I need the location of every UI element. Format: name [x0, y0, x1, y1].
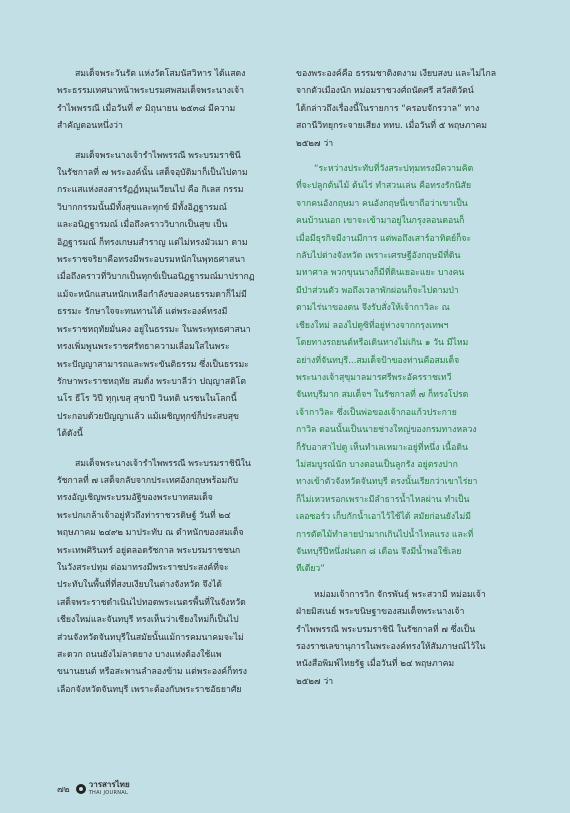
magazine-logo-subtext: THAI JOURNAL: [88, 790, 129, 796]
text-line: พระราชหฤทัยมั่นคง อยู่ในธรรมะ ในพระพุทธศาสนา: [57, 324, 251, 335]
text-line: รักษาพระราชหฤทัย สมดั่ง พระบาลีว่า ปญฺญาสติโต: [57, 376, 247, 387]
left-paragraph-2: [57, 148, 283, 444]
text-line: ตามไร่นาของตน จึงรับสั่งให้เจ้ากาวิละ ณ: [296, 303, 450, 314]
text-line: หม่อมเจ้าการวิก จักรพันธุ์ พระสวามี หม่อมเจ้า: [314, 589, 486, 600]
text-line: “ระหว่างประทับที่วังสระปทุมทรงมีความคิด: [314, 164, 474, 175]
right-paragraph-2: [296, 587, 522, 691]
right-column: [296, 66, 522, 691]
text-line: กระแสแห่งสงสารรัฏฏ์หมุนเวียนไป คือ กิเลส กรรม: [57, 185, 244, 196]
text-line: มหาศาล พวกขุนนางก็มีที่ดินเยอะแยะ บางคน: [296, 268, 465, 279]
text-line: นโร ธีโร วิปี ทุกฺเขสุ สุขาปี วินทติ นรชนในโลกนี้: [57, 394, 237, 405]
text-line: คนบ้านนอก เขาจะเข้ามาอยู่ในกรุงลอนดอนก็: [296, 216, 465, 227]
text-line: ที่จะปลูกต้นไม้ ต้นไร่ ทำสวนเล่น คือทรงรักนิสัย: [296, 181, 472, 192]
text-line: และอนิฏฐารมณ์ เมื่อถึงคราววิบากเป็นสุข เป็น: [57, 220, 228, 231]
text-line: รองราชเลขานุการในพระองค์ทรงให้สัมภาษณ์ไว้ใน: [296, 642, 486, 652]
left-paragraph-3: [57, 456, 283, 700]
page-footer: [57, 781, 130, 797]
text-line: หนังสือพิมพ์ไทยรัฐ เมื่อวันที่ ๒๔ พฤษภาคม: [296, 659, 455, 670]
text-line: ได้ดังนี้: [57, 429, 83, 440]
text-line: ทางเข้าตัวจังหวัดจันทบุรี ตรงนั้นเรียกว่าเขาไร่ยา: [296, 477, 478, 488]
magazine-logo-icon: [76, 784, 86, 794]
left-column: [57, 66, 283, 699]
text-line: พระปัญญาสามารถและพระขันติธรรม ซึ่งเป็นธรรมะ: [57, 359, 249, 370]
text-line: เชียงใหม่ ลองไปดูซิที่อยู่ห่างจากกรุงเทพฯ: [296, 320, 449, 331]
text-line: กลับไปต่างจังหวัด เพราะเศรษฐีอังกฤษมีที่ดิน: [296, 251, 461, 262]
text-line: พระปกเกล้าเจ้าอยู่หัวถึงท่าราชวรดิษฐ์ วันที่ ๒๔: [57, 510, 231, 521]
left-paragraph-1: [57, 66, 283, 136]
text-line: ทรงเพิ่มพูนพระราชศรัทธาความเลื่อมใสในพระ: [57, 342, 230, 353]
page-number: ๗๒: [57, 785, 70, 795]
text-line: ก็ไม่เหวหรอกเพราะมีลำธารน้ำไหลผ่าน ทำเป็น: [296, 494, 470, 505]
text-line: ในรัชกาลที่ ๗ พระองค์นั้น เสด็จอุบัติมาก็เป็นไปตาม: [57, 168, 248, 179]
text-line: เสด็จพระราชดำเนินไปทอดพระเนตรพื้นที่ในจังหวัด: [57, 597, 246, 608]
text-line: การตัดไม้ทำลายป่ามากเกินไปน้ำไหลแรง และที่: [296, 529, 474, 540]
text-line: ขนานยนต์ หรือสะพานลำลองข้าม แต่พระองค์ก็ทรง: [57, 667, 248, 678]
text-line: เมื่อถึงคราวที่วิบากเป็นทุกข์เป็นอนิฏฐารมณ์มาปรากฏ: [57, 272, 255, 283]
text-line: โดยทางรถยนต์หรือเดินทางไม่เกิน ๑ วัน มีไหม: [296, 338, 469, 349]
magazine-logo-text: วารสารไทย: [88, 780, 130, 789]
text-line: สมเด็จพระวันรัต แห่งวัดโสมนัสวิหาร ได้แสดง: [75, 69, 246, 79]
text-line: จากคนอังกฤษมา คนอังกฤษนี่เขาถือว่าเขาเป็น: [296, 198, 468, 209]
quoted-passage: [296, 161, 522, 579]
text-line: ๒๕๒๗ ว่า: [296, 138, 334, 149]
text-line: ส่วนจังหวัดจันทบุรีในสมัยนั้นแม้การคมนาคมจะไม่: [57, 632, 244, 643]
text-line: อิฏฐารมณ์ ก็ทรงเกษมสำราญ แต่ไม่ทรงมัวเมา ตาม: [57, 237, 248, 248]
text-line: สะดวก ถนนยังไม่ลาดยาง บางแห่งต้องใช้แพ: [57, 650, 222, 660]
text-line: มีป่าส่วนตัว พอถึงเวลาพักผ่อนก็จะไปตามป่า: [296, 285, 459, 296]
text-line: เมื่อมีธุรกิจมีงานมีการ แต่พอถึงเสาร์อาทิตย์ก็จะ: [296, 233, 472, 244]
text-line: จันทบุรีมาก สมเด็จฯ ในรัชกาลที่ ๗ ก็ทรงโปรด: [296, 390, 469, 401]
text-line: แม้จะหนักแสนหนักเหลือกำลังของคนธรรมดาก็ไม่มี: [57, 289, 247, 300]
text-line: พระราชจริยาคือทรงมีพระอบรมหนักในพุทธศาสนา: [57, 255, 246, 266]
text-line: ในวังสระปทุม ต่อมาทรงมีพระราชประสงค์ที่จะ: [57, 562, 229, 573]
text-line: รำไพพรรณี พระบรมราชินี ในรัชกาลที่ ๗ ซึ่งเป็น: [296, 624, 476, 635]
text-line: สมเด็จพระนางเจ้ารำไพพรรณี พระบรมราชินี: [75, 150, 241, 161]
text-line: รัชกาลที่ ๗ เสด็จกลับจากประเทศอังกฤษพร้อมกับ: [57, 475, 239, 486]
text-line: พระเทพศิรินทร์ อยู่ตลอดรัชกาล พระบรมราชชนก: [57, 545, 241, 556]
text-line: ๒๕๒๗ ว่า: [296, 676, 334, 687]
text-line: เลอซอร์ว เก็บกักน้ำเอาไว้ใช้ได้ สมัยก่อนยังไม่มี: [296, 512, 471, 523]
text-line: จากตัวเมืองนัก หม่อมราชวงศ์ถนัดศรี สวัสดิวัตน์: [296, 86, 474, 97]
text-line: ได้กล่าวถึงเรื่องนี้ในรายการ “ครอบจักรวาล” ทาง: [296, 103, 480, 114]
text-line: อย่างที่จันทบุรี...สมเด็จป้าของท่านคือสมเด็จ: [296, 355, 460, 366]
text-line: วิบากกรรมนั้นมีทั้งสุขและทุกข์ มีทั้งอิฏฐารมณ์: [57, 202, 227, 213]
text-line: พฤษภาคม ๒๔๙๒ มาประทับ ณ ตำหนักของสมเด็จ: [57, 528, 244, 539]
text-line: จันทบุรีปีหนึ่งฝนตก ๘ เดือน จึงมีน้ำพอใช้เลย: [296, 546, 462, 557]
text-line: ประกอบด้วยปัญญาแล้ว แม้เผชิญทุกข์ก็ประสบสุข: [57, 411, 239, 422]
text-line: พระธรรมเทศนาหน้าพระบรมศพสมเด็จพระนางเจ้า: [57, 86, 244, 97]
text-line: สมเด็จพระนางเจ้ารำไพพรรณี พระบรมราชินีใน: [75, 458, 251, 469]
text-line: สำคัญตอนหนึ่งว่า: [57, 121, 123, 132]
text-line: กาวิล ตอนนั้นเป็นนายช่างใหญ่ของกรมทางหลวง: [296, 425, 477, 436]
text-line: เลือกจังหวัดจันทบุรี เพราะต้องกับพระราชอัธยาศัย: [57, 684, 242, 695]
text-line: เชียงใหม่และจันทบุรี ทรงเห็นว่าเชียงใหม่ก็เป็นไป: [57, 615, 239, 626]
text-line: รำไพพรรณี เมื่อวันที่ ๙ มิถุนายน ๒๕๓๘ มีความ: [57, 103, 236, 114]
text-line: ทีเดียว”: [296, 564, 325, 575]
text-line: ธรรมะ รักษาใจจะทนทานได้ แต่พระองค์ทรงมี: [57, 307, 228, 318]
text-line: ประทับในพื้นที่ที่สงบเงียบในต่างจังหวัด จึงได้: [57, 580, 222, 591]
text-line: สถานีวิทยุกระจายเสียง ททบ. เมื่อวันที่ ๕ พฤษภาคม: [296, 121, 487, 132]
text-line: พระนางเจ้าสุขุมาลมารศรีพระอัครราชเทวี: [296, 372, 452, 383]
right-paragraph-1: [296, 66, 522, 153]
magazine-logo: [76, 781, 130, 797]
text-line: ทรงอัญเชิญพระบรมอัฐิของพระบาทสมเด็จ: [57, 493, 213, 504]
text-line: ของพระองค์คือ ธรรมชาติงดงาม เงียบสงบ และไม่ไกล: [296, 69, 497, 79]
text-line: เจ้ากาวิละ ซึ่งเป็นพ่อของเจ้ากอแก้วประกาย: [296, 407, 457, 418]
text-line: ฝ่ายมิสเนย์ พระขนิษฐาของสมเด็จพระนางเจ้า: [296, 607, 465, 618]
text-line: ไม่สมบูรณ์นัก บางตอนเป็นลูกรัง อยู่ตรงปาก: [296, 459, 458, 470]
text-line: ก็รับอาสาไปดู เห็นทำเลเหมาะอยู่ที่หนึ่ง เนื้อดิน: [296, 442, 468, 453]
